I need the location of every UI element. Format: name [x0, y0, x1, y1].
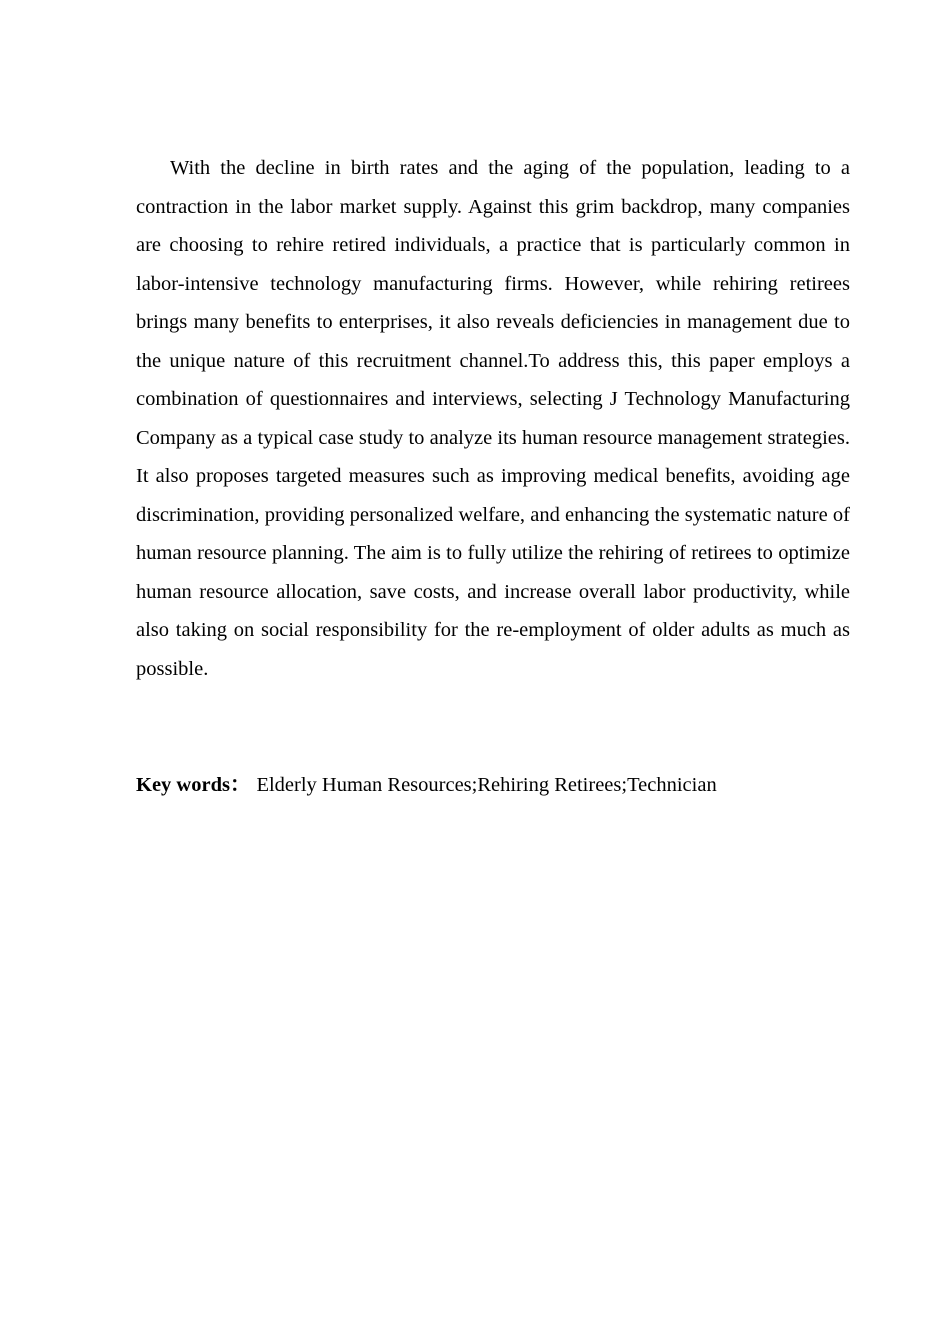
- abstract-paragraph: With the decline in birth rates and the aging of the population, leading to a contraction in the labor market supply. Against this grim backdrop, many companies are choosing to rehire retired individuals, a practice that is particularly common in labor-intensive technology manufacturing firms. However, while rehiring retirees brings many benefits to enterprises, it also reveals deficiencies in management due to the unique nature of this recruitment channel.To address this, this paper employs a combination of questionnaires and interviews, selecting J Technology Manufacturing Company as a typical case study to analyze its human resource management strategies. It also proposes targeted measures such as improving medical benefits, avoiding age discrimination, providing personalized welfare, and enhancing the systematic nature of human resource planning. The aim is to fully utilize the rehiring of retirees to optimize human resource allocation, save costs, and increase overall labor productivity, while also taking on social responsibility for the re-employment of older adults as much as possible.: [136, 157, 850, 680]
- keywords-value: Elderly Human Resources;Rehiring Retirees;Technician: [256, 774, 717, 796]
- keywords-separator: ：: [229, 774, 251, 796]
- keywords-label: Key words: [136, 774, 230, 796]
- keywords-line: [136, 766, 850, 805]
